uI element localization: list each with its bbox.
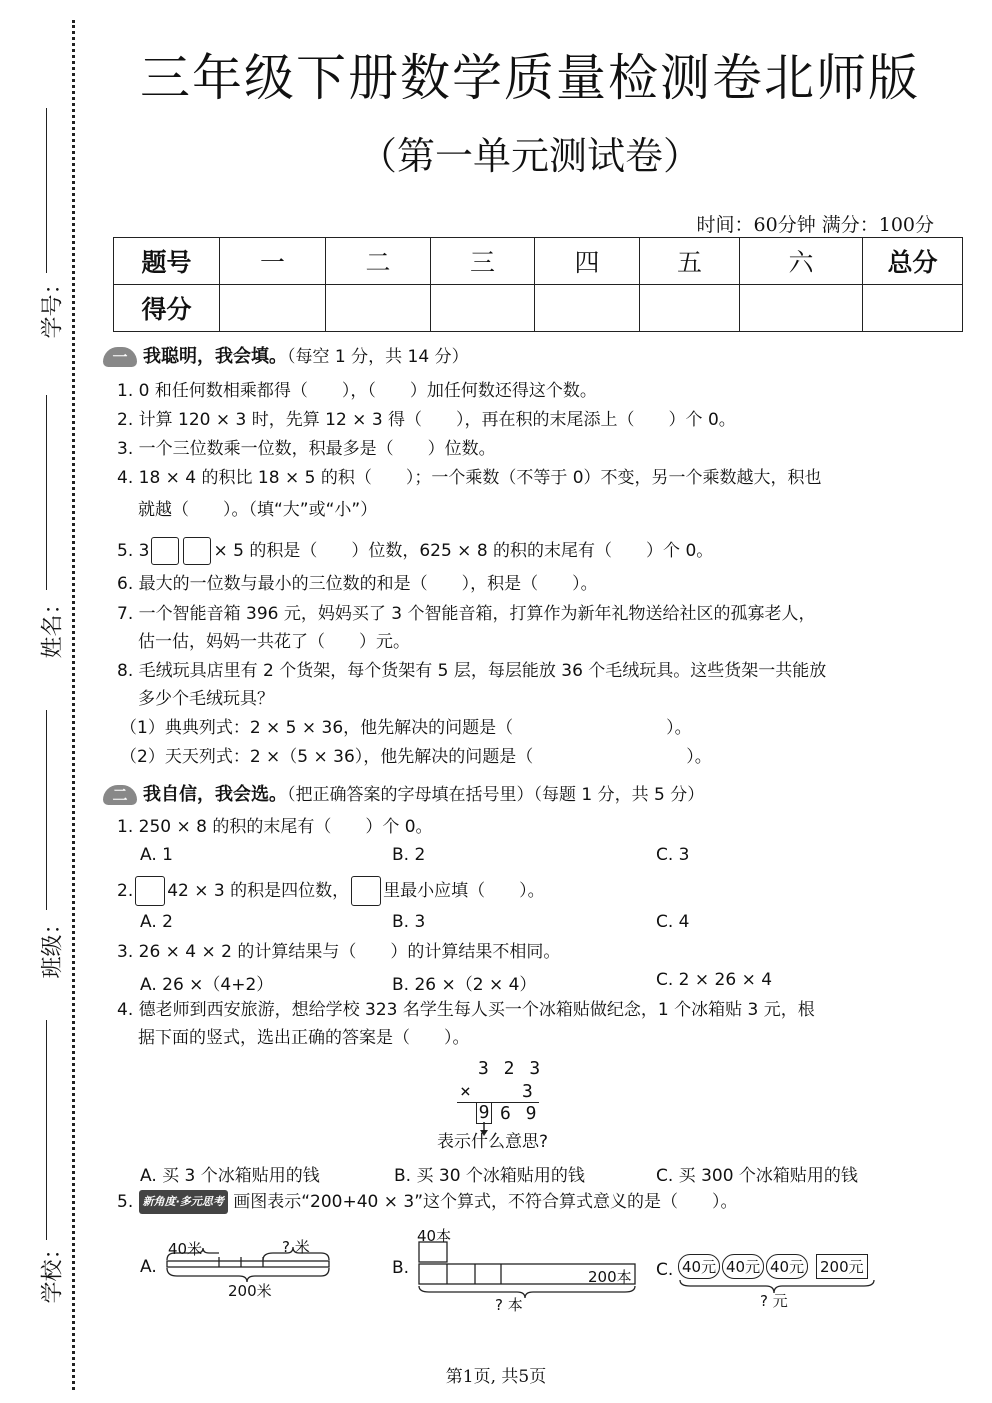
calc-question: 表示什么意思?	[437, 1132, 549, 1152]
q5-suffix: × 5 的积是（ ）位数，625 × 8 的积的末尾有（ ）个 0。	[213, 541, 714, 561]
fig-b-label: B.	[392, 1258, 410, 1278]
fig-a-top-right: ? 米	[282, 1238, 310, 1256]
option-c[interactable]: C. 2 × 26 × 4	[656, 970, 773, 990]
digit-box[interactable]	[151, 537, 179, 565]
fig-a-bottom: 200米	[228, 1282, 272, 1300]
section-2-header	[103, 780, 704, 806]
calc-multiplier: 3	[522, 1081, 533, 1102]
fig-b-top: 40本	[417, 1227, 452, 1245]
fig-b-bottom: ? 本	[495, 1296, 523, 1314]
student-id-label: 学号：	[40, 272, 66, 339]
score-cell: 一	[220, 238, 326, 285]
option-b[interactable]: B. 2	[392, 845, 426, 865]
class-label: 班级：	[40, 912, 66, 979]
q2-mid: 42 × 3 的积是四位数，	[167, 881, 350, 901]
fig-c-label: C.	[656, 1260, 674, 1280]
question-2-4a: 4. 德老师到西安旅游，想给学校 323 名学生每人买一个冰箱贴做纪念，1 个冰箱贴 3 元，根	[117, 1000, 815, 1020]
score-table-header-row	[114, 238, 963, 285]
q5-prefix: 5. 3	[117, 541, 150, 561]
score-cell: 总分	[863, 238, 963, 285]
fig-c-item: 40元	[722, 1254, 764, 1279]
calc-highlight-digit: 9	[476, 1102, 492, 1124]
score-input-cell[interactable]	[431, 285, 535, 332]
score-input-cell[interactable]	[220, 285, 326, 332]
option-b[interactable]: B. 买 30 个冰箱贴用的钱	[394, 1166, 585, 1186]
question-1-2: 2. 计算 120 × 3 时，先算 12 × 3 得（ ），再在积的末尾添上（ ）个 0。	[117, 410, 736, 430]
fig-c-box: 200元	[816, 1254, 868, 1279]
question-1-7a: 7. 一个智能音箱 396 元，妈妈买了 3 个智能音箱，打算作为新年礼物送给社区的孤寡老人，	[117, 604, 816, 624]
question-1-5	[117, 537, 713, 565]
question-1-1: 1. 0 和任何数相乘都得（ ），（ ）加任何数还得这个数。	[117, 381, 597, 401]
score-input-cell[interactable]	[740, 285, 863, 332]
score-input-cell[interactable]	[535, 285, 640, 332]
option-a[interactable]: A. 2	[140, 912, 173, 932]
score-input-cell[interactable]	[640, 285, 740, 332]
score-cell: 三	[431, 238, 535, 285]
question-1-4b: 就越（ ）。（填“大”或“小”）	[138, 500, 378, 520]
option-a[interactable]: A. 1	[140, 845, 173, 865]
binding-dashed-line	[72, 20, 75, 1390]
question-1-8a: 8. 毛绒玩具店里有 2 个货架，每个货架有 5 层，每层能放 36 个毛绒玩具。这些货架一共能放	[117, 661, 827, 681]
calc-times-sign: ×	[460, 1081, 471, 1102]
page-footer: 第1页, 共5页	[445, 1367, 547, 1387]
section-badge: 一	[103, 347, 137, 367]
fig-c-item: 40元	[766, 1254, 808, 1279]
option-b[interactable]: B. 3	[392, 912, 426, 932]
new-angle-tag: 新角度·多元思考	[139, 1190, 228, 1214]
digit-box[interactable]	[351, 876, 381, 906]
calc-multiplicand: 3 2 3	[478, 1058, 543, 1079]
school-line	[46, 1020, 47, 1240]
question-1-7b: 估一估，妈妈一共花了（ ）元。	[138, 632, 410, 652]
page-title: 三年级下册数学质量检测卷北师版	[140, 49, 920, 107]
question-1-6: 6. 最大的一位数与最小的三位数的和是（ ），积是（ ）。	[117, 574, 598, 594]
exam-meta: 时间：60分钟 满分：100分	[696, 214, 934, 236]
score-input-cell[interactable]	[326, 285, 431, 332]
option-b[interactable]: B. 26 ×（2 × 4）	[392, 975, 537, 995]
score-table	[113, 237, 963, 332]
q2-suffix: 里最小应填（ ）。	[383, 881, 545, 901]
question-1-8c: （1）典典列式：2 × 5 × 36，他先解决的问题是（ ）。	[120, 718, 692, 738]
option-c[interactable]: C. 买 300 个冰箱贴用的钱	[656, 1166, 858, 1186]
fig-a-top-left: 40米	[168, 1240, 203, 1258]
section-note: （每空 1 分，共 14 分）	[287, 347, 469, 367]
score-table-score-row	[114, 285, 963, 332]
section-1-header	[103, 342, 469, 368]
question-2-4b: 据下面的竖式，选出正确的答案是（ ）。	[138, 1028, 470, 1048]
option-c[interactable]: C. 4	[656, 912, 690, 932]
calc-result-rest: 6 9	[500, 1103, 539, 1124]
option-a[interactable]: A. 买 3 个冰箱贴用的钱	[140, 1166, 320, 1186]
question-2-1: 1. 250 × 8 的积的末尾有（ ）个 0。	[117, 817, 433, 837]
name-label: 姓名：	[40, 592, 66, 659]
fig-b-inner: 200本	[588, 1268, 632, 1286]
score-cell: 二	[326, 238, 431, 285]
q2-number: 2.	[117, 881, 134, 901]
digit-box[interactable]	[183, 537, 211, 565]
question-1-8b: 多少个毛绒玩具？	[138, 689, 274, 709]
question-2-3: 3. 26 × 4 × 2 的计算结果与（ ）的计算结果不相同。	[117, 942, 561, 962]
section-badge: 二	[103, 785, 137, 805]
question-1-8d: （2）天天列式：2 ×（5 × 36），他先解决的问题是（ ）。	[120, 747, 712, 767]
student-id-line	[46, 108, 47, 273]
name-line	[46, 395, 47, 590]
section-name: 我自信，我会选。	[143, 784, 287, 805]
option-a[interactable]: A. 26 ×（4+2）	[140, 975, 274, 995]
school-label: 学校：	[40, 1237, 66, 1304]
question-2-5	[117, 1190, 738, 1214]
section-note: （把正确答案的字母填在括号里）（每题 1 分，共 5 分）	[287, 785, 705, 805]
fig-c-bottom: ? 元	[760, 1292, 788, 1310]
question-1-3: 3. 一个三位数乘一位数，积最多是（ ）位数。	[117, 439, 496, 459]
question-1-4a: 4. 18 × 4 的积比 18 × 5 的积（ ）；一个乘数（不等于 0）不变，另一个乘数越大，积也	[117, 468, 822, 488]
page-subtitle: （第一单元测试卷）	[358, 134, 701, 178]
q5-number: 5.	[117, 1192, 134, 1212]
question-2-2	[117, 876, 545, 906]
fig-c-item: 40元	[678, 1254, 720, 1279]
score-cell: 六	[740, 238, 863, 285]
class-line	[46, 710, 47, 910]
fig-a-label: A.	[140, 1257, 157, 1277]
option-c[interactable]: C. 3	[656, 845, 690, 865]
q5-text: 画图表示“200+40 × 3”这个算式，不符合算式意义的是（ ）。	[233, 1192, 738, 1212]
section-name: 我聪明，我会填。	[143, 346, 287, 367]
score-input-cell[interactable]	[863, 285, 963, 332]
score-label-cell: 得分	[114, 285, 220, 332]
score-cell: 五	[640, 238, 740, 285]
digit-box[interactable]	[135, 876, 165, 906]
score-cell: 题号	[114, 238, 220, 285]
score-cell: 四	[535, 238, 640, 285]
